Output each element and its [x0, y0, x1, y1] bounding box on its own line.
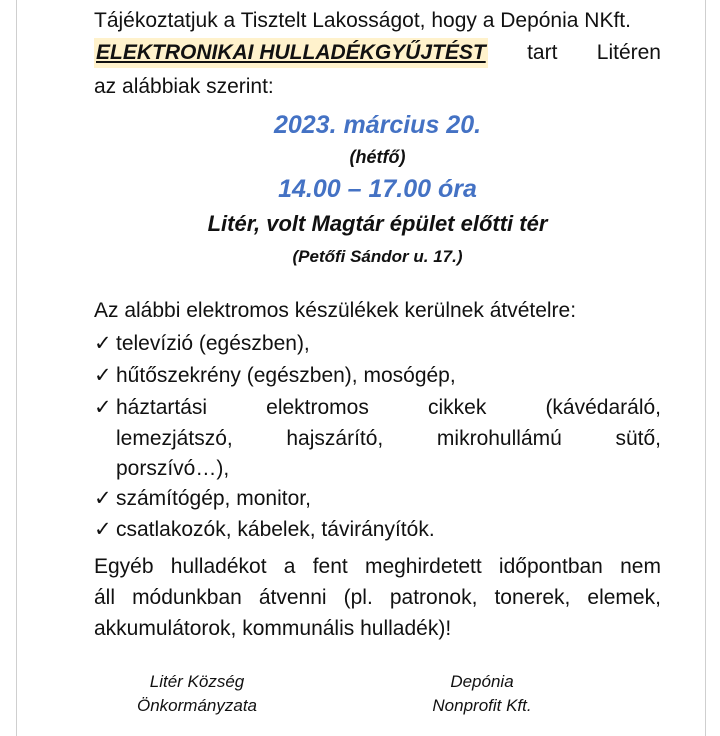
signature-right: [397, 672, 567, 716]
intro-line-1: Tájékoztatjuk a Tisztelt Lakosságot, hogy a Depónia NKft.: [94, 9, 631, 32]
list-item-continuation: [94, 424, 661, 454]
intro-word-tart: tart: [527, 41, 558, 64]
list-item: [94, 361, 661, 391]
signature-right-line-2: Nonprofit Kft.: [432, 696, 532, 715]
list-item: [94, 515, 661, 545]
notice-line-2: [94, 583, 661, 613]
event-address: (Petőfi Sándor u. 17.): [292, 247, 463, 266]
notice-word: a: [283, 555, 296, 578]
notice-word: átvenni: [258, 586, 327, 609]
list-item-word: háztartási: [116, 396, 208, 419]
notice-word: hulladékot: [170, 555, 267, 578]
checkmark-icon: ✓: [94, 518, 112, 541]
list-item-word: hajszárító,: [286, 427, 384, 450]
list-item-text: számítógép, monitor,: [116, 487, 311, 510]
checkmark-icon: ✓: [94, 332, 112, 355]
event-time: 14.00 – 17.00 óra: [278, 175, 477, 203]
event-weekday: (hétfő): [349, 147, 406, 167]
event-date: 2023. március 20.: [273, 111, 482, 139]
notice-word: patronok,: [389, 586, 478, 609]
notice-word: tonerek,: [494, 586, 571, 609]
list-item-continuation: porszívó…),: [116, 457, 230, 480]
signature-right-line-1: Depónia: [450, 672, 514, 691]
intro-line-2: [94, 38, 661, 68]
list-item-text: televízió (egészben),: [116, 332, 310, 355]
checkmark-icon: ✓: [94, 364, 112, 387]
event-place: Litér, volt Magtár épület előtti tér: [207, 211, 548, 236]
document-page: [16, 0, 706, 736]
list-item-word: lemezjátszó,: [116, 427, 233, 450]
list-item-word: cikkek: [427, 396, 487, 419]
notice-word: Egyéb: [94, 555, 154, 578]
list-item: [94, 329, 661, 359]
signature-left-line-2: Önkormányzata: [137, 696, 257, 715]
list-item: [94, 484, 661, 514]
notice-word: nem: [620, 555, 661, 578]
list-item-word: (kávédaráló,: [545, 396, 661, 419]
notice-line-3: akkumulátorok, kommunális hulladék)!: [94, 617, 452, 640]
notice-word: fent: [312, 555, 348, 578]
highlighted-title: ELEKTRONIKAI HULLADÉKGYŰJTÉST: [94, 38, 488, 68]
notice-word: módunkban: [132, 586, 242, 609]
notice-word: elemek,: [587, 586, 661, 609]
list-item: [94, 393, 661, 423]
notice-word: (pl.: [343, 586, 373, 609]
checkmark-icon: ✓: [94, 396, 112, 419]
intro-line-3: az alábbiak szerint:: [94, 75, 274, 98]
notice-word: időpontban: [498, 555, 603, 578]
list-item-word: elektromos: [266, 396, 369, 419]
signature-left-line-1: Litér Község: [149, 672, 245, 691]
items-heading: Az alábbi elektromos készülékek kerülnek átvételre:: [94, 299, 577, 322]
list-item-word: sütő,: [615, 427, 661, 450]
list-item-text: hűtőszekrény (egészben), mosógép,: [116, 364, 456, 387]
checkmark-icon: ✓: [94, 487, 112, 510]
signature-left: [112, 672, 282, 716]
notice-line-1: [94, 552, 661, 582]
intro-word-literen: Litéren: [596, 41, 661, 64]
list-item-word: mikrohullámú: [436, 427, 562, 450]
notice-word: áll: [94, 586, 116, 609]
list-item-text: csatlakozók, kábelek, távirányítók.: [116, 518, 435, 541]
notice-word: meghirdetett: [364, 555, 482, 578]
